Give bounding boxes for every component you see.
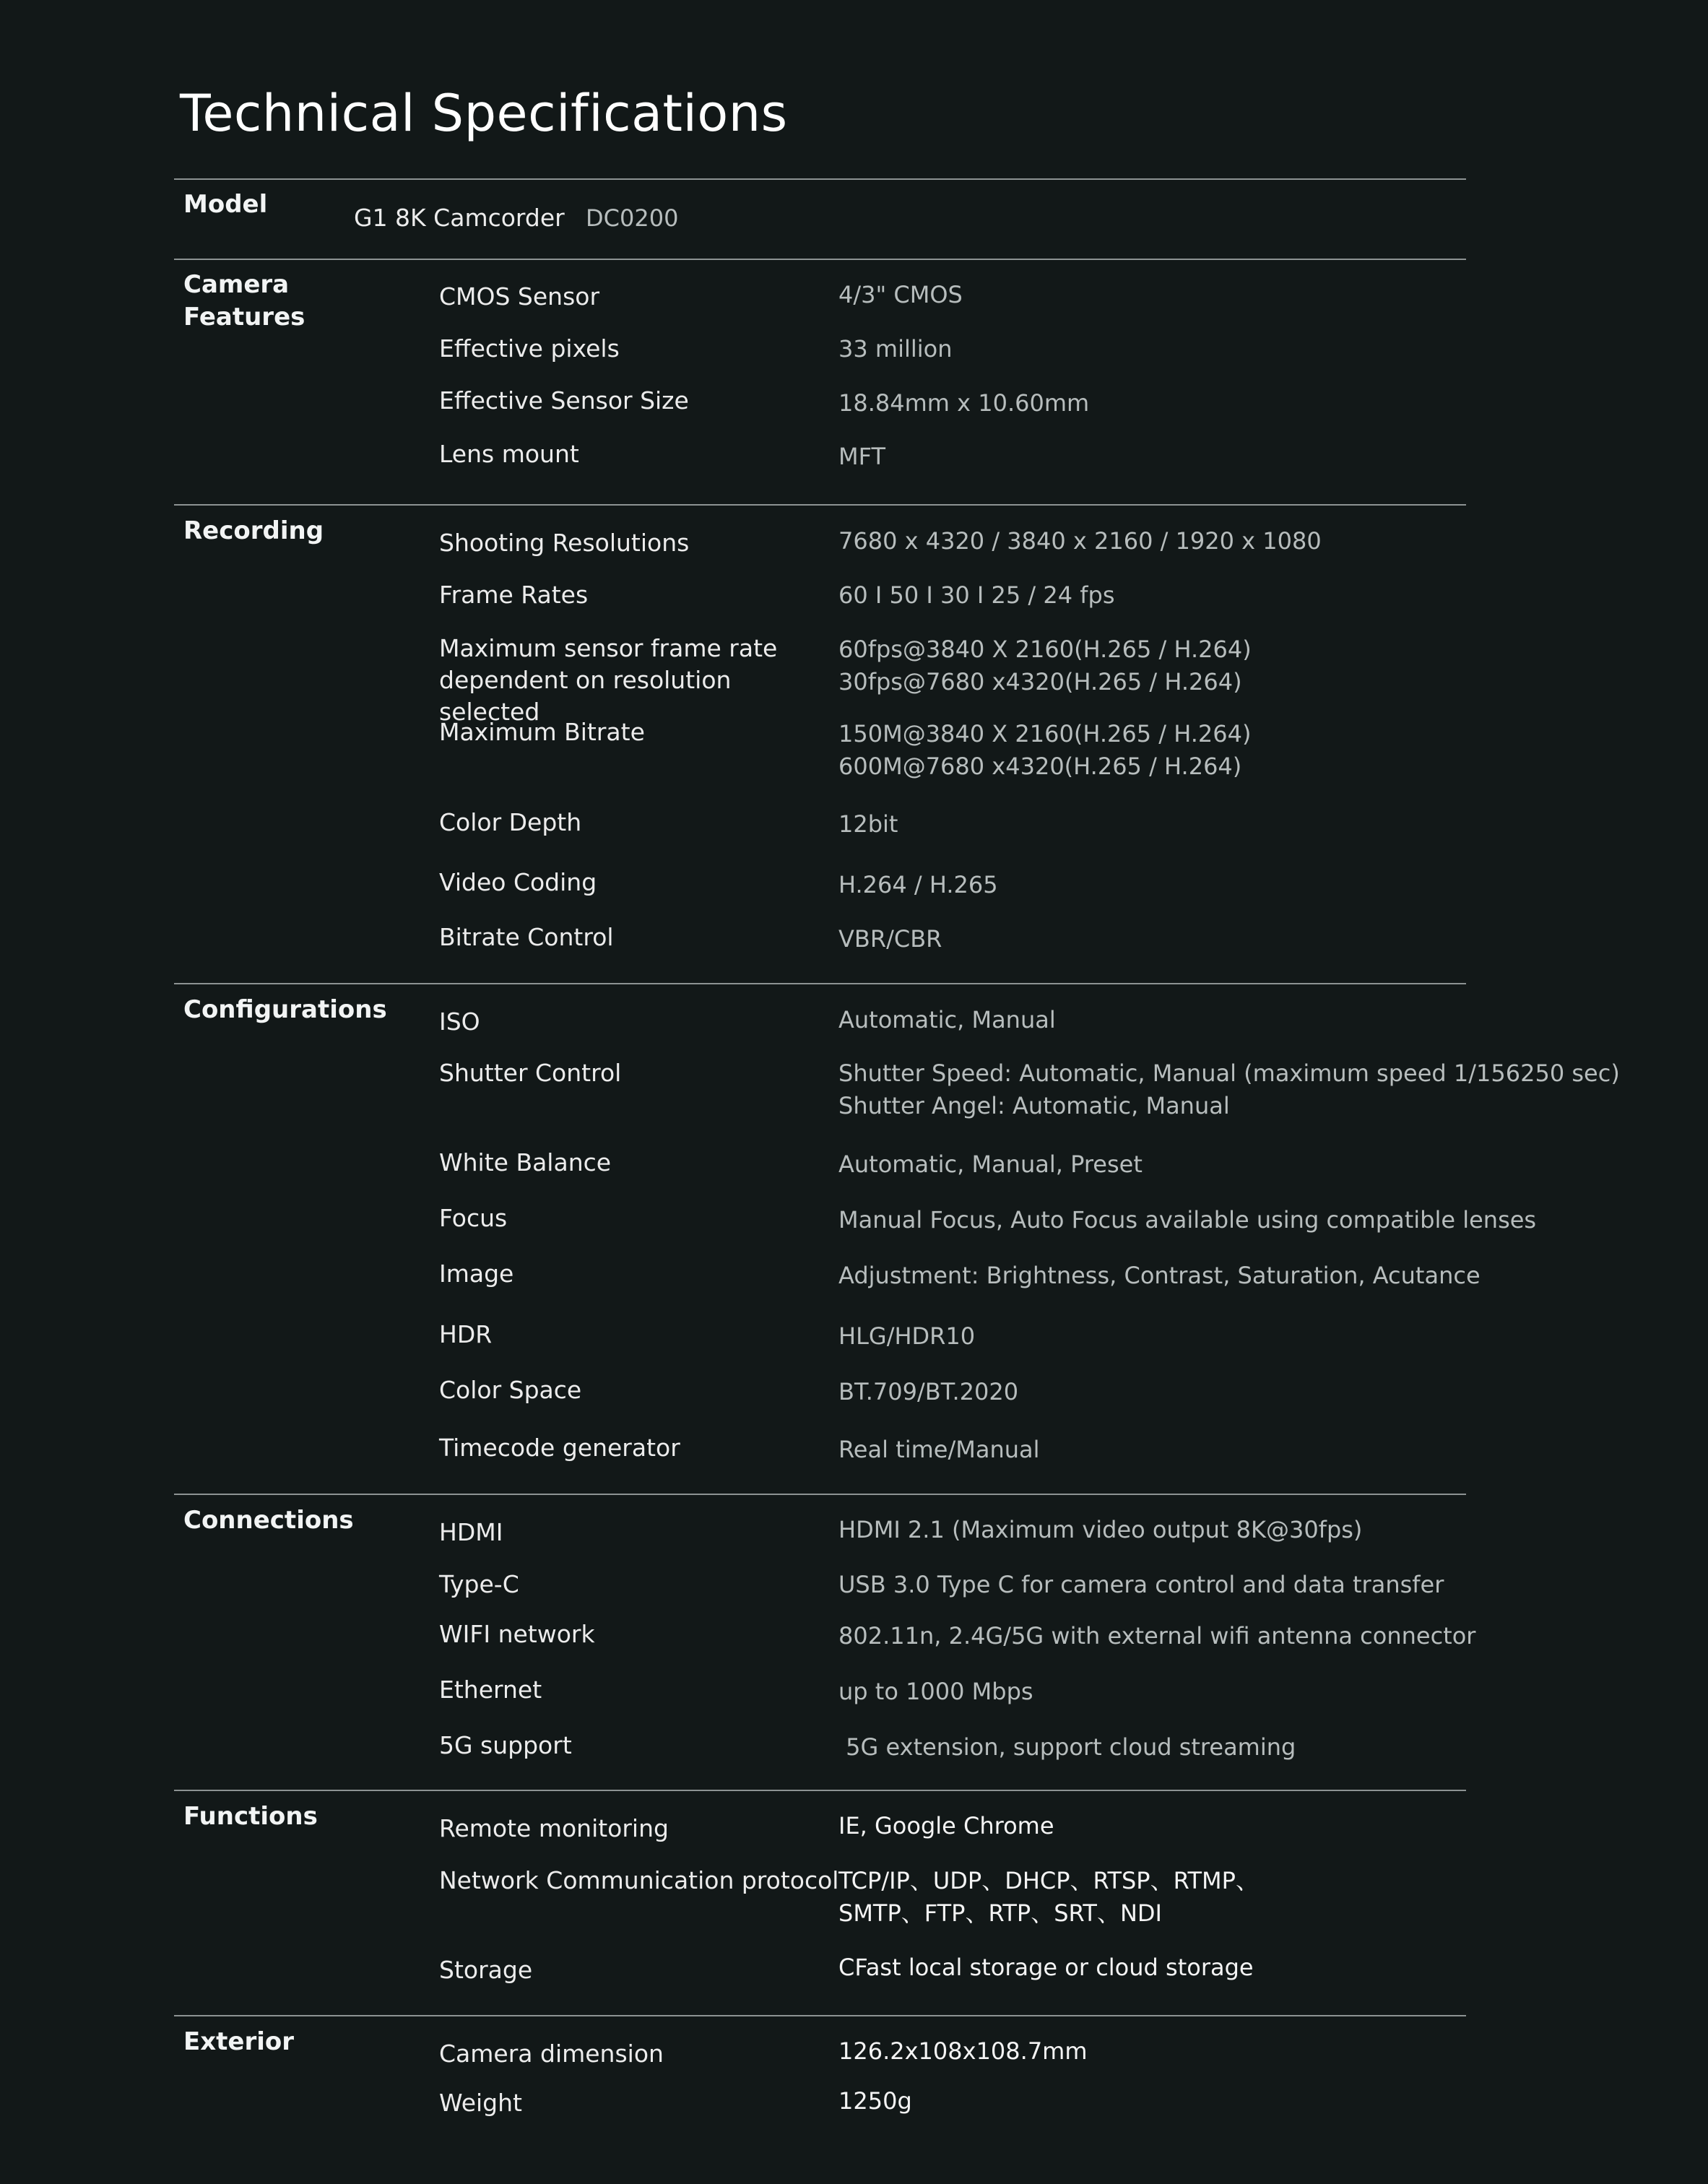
spec-label: HDMI [439, 1518, 503, 1546]
spec-value: 802.11n, 2.4G/5G with external wifi antenna connector [838, 1622, 1476, 1650]
section-label-configurations: Configurations [183, 995, 387, 1024]
spec-value: BT.709/BT.2020 [838, 1378, 1019, 1405]
spec-value: 5G extension, support cloud streaming [838, 1733, 1296, 1761]
section-divider [174, 259, 1466, 260]
spec-label: Image [439, 1260, 514, 1288]
spec-label: CMOS Sensor [439, 282, 600, 311]
spec-value: Automatic, Manual, Preset [838, 1150, 1143, 1178]
spec-label: Remote monitoring [439, 1814, 669, 1842]
spec-value: USB 3.0 Type C for camera control and data transfer [838, 1571, 1444, 1598]
spec-label: Color Depth [439, 808, 582, 836]
spec-value: Automatic, Manual [838, 1006, 1056, 1034]
section-divider [174, 1494, 1466, 1495]
spec-value: 126.2x108x108.7mm [838, 2037, 1088, 2065]
spec-label: Bitrate Control [439, 923, 614, 951]
spec-label: Focus [439, 1204, 508, 1232]
spec-value: 600M@7680 x4320(H.265 / H.264) [838, 753, 1242, 780]
section-divider [174, 2015, 1466, 2016]
spec-value: 33 million [838, 335, 953, 363]
section-divider [174, 983, 1466, 984]
spec-value: SMTP、FTP、RTP、SRT、NDI [838, 1899, 1162, 1927]
spec-label: Network Communication protocol [439, 1866, 839, 1894]
spec-value: MFT [838, 443, 885, 470]
spec-label: HDR [439, 1320, 493, 1348]
section-label-functions: Functions [183, 1802, 318, 1831]
spec-value: 12bit [838, 810, 898, 838]
spec-label: WIFI network [439, 1620, 595, 1648]
spec-value: 150M@3840 X 2160(H.265 / H.264) [838, 720, 1252, 748]
spec-label: Storage [439, 1956, 533, 1984]
spec-label: White Balance [439, 1148, 612, 1176]
model-code: DC0200 [586, 204, 679, 232]
spec-label: ISO [439, 1008, 480, 1036]
spec-label: Shutter Control [439, 1059, 622, 1087]
spec-value: 18.84mm x 10.60mm [838, 389, 1090, 417]
spec-value: VBR/CBR [838, 925, 942, 953]
section-divider [174, 1790, 1466, 1791]
section-label-exterior: Exterior [183, 2027, 295, 2056]
spec-label: Frame Rates [439, 581, 589, 609]
spec-label: Type-C [439, 1570, 519, 1598]
page-title: Technical Specifications [180, 84, 788, 143]
spec-label: Maximum sensor frame rate dependent on resolution selected [439, 634, 778, 726]
spec-value: HDMI 2.1 (Maximum video output 8K@30fps) [838, 1516, 1363, 1543]
spec-label: Timecode generator [439, 1434, 680, 1462]
spec-value: Real time/Manual [838, 1436, 1040, 1463]
spec-value: 60fps@3840 X 2160(H.265 / H.264) [838, 636, 1252, 663]
model-name: G1 8K Camcorder [354, 204, 565, 232]
spec-value: 7680 x 4320 / 3840 x 2160 / 1920 x 1080 [838, 527, 1322, 555]
spec-label: Color Space [439, 1376, 582, 1404]
spec-label: Shooting Resolutions [439, 529, 690, 557]
spec-value: 1250g [838, 2087, 912, 2115]
spec-value: TCP/IP、UDP、DHCP、RTSP、RTMP、 [838, 1867, 1259, 1894]
spec-value: 30fps@7680 x4320(H.265 / H.264) [838, 668, 1242, 696]
spec-label: Camera dimension [439, 2040, 664, 2068]
section-divider [174, 178, 1466, 180]
spec-value: HLG/HDR10 [838, 1322, 976, 1350]
spec-value: Adjustment: Brightness, Contrast, Saturation, Acutance [838, 1262, 1481, 1289]
spec-value: H.264 / H.265 [838, 871, 998, 898]
spec-label: Video Coding [439, 868, 597, 896]
spec-value: Manual Focus, Auto Focus available using compatible lenses [838, 1206, 1537, 1234]
spec-label: Effective Sensor Size [439, 386, 689, 415]
spec-value: 60 I 50 I 30 I 25 / 24 fps [838, 581, 1115, 609]
section-label-camera-features: Camera Features [183, 270, 305, 332]
spec-value: CFast local storage or cloud storage [838, 1954, 1254, 1981]
spec-label: Maximum Bitrate [439, 718, 645, 746]
section-label-connections: Connections [183, 1506, 354, 1535]
section-divider [174, 504, 1466, 506]
spec-label: 5G support [439, 1731, 572, 1759]
spec-value: Shutter Angel: Automatic, Manual [838, 1092, 1230, 1119]
spec-value: up to 1000 Mbps [838, 1678, 1033, 1705]
spec-label: Ethernet [439, 1676, 542, 1704]
spec-label: Effective pixels [439, 334, 620, 363]
spec-value: 4/3" CMOS [838, 281, 963, 308]
spec-label: Lens mount [439, 440, 579, 468]
section-label-recording: Recording [183, 516, 324, 545]
section-label-model: Model [183, 190, 268, 219]
spec-value: IE, Google Chrome [838, 1812, 1054, 1840]
spec-value: Shutter Speed: Automatic, Manual (maximum speed 1/156250 sec) [838, 1060, 1620, 1087]
spec-label: Weight [439, 2089, 522, 2117]
